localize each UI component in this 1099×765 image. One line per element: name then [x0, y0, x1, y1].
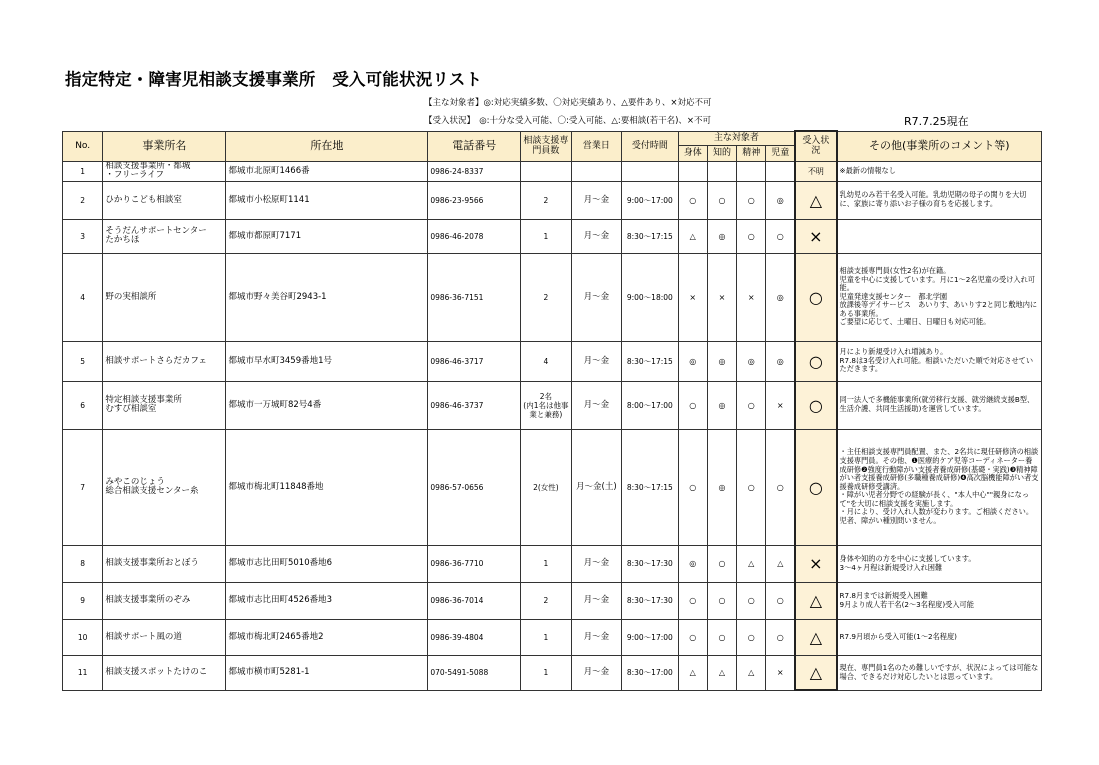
cell-name: ひかりこども相談室	[103, 181, 226, 219]
cell-status: △	[795, 582, 836, 619]
cell-staff: 2	[521, 181, 571, 219]
cell-days: 月～金	[571, 219, 621, 253]
cell-staff: 2名 (内1名は他事業と兼務)	[521, 381, 571, 429]
cell-target-child	[766, 161, 795, 181]
cell-phone: 0986-46-3717	[428, 341, 521, 381]
cell-hours: 9:00～17:00	[622, 181, 679, 219]
cell-target-mental: ○	[737, 429, 766, 545]
cell-name: 相談サポートさらだカフェ	[103, 341, 226, 381]
cell-target-intellectual: ○	[707, 181, 736, 219]
cell-no: 1	[63, 161, 103, 181]
cell-hours	[622, 161, 679, 181]
cell-phone: 0986-23-9566	[428, 181, 521, 219]
cell-address: 都城市梅北町2465番地2	[226, 619, 428, 655]
cell-staff: 2(女性)	[521, 429, 571, 545]
cell-comment: 乳幼児のみ若干名受入可能。乳幼児期の母子の関りを大切に、家族に寄り添いお子様の育ちを応援します。	[837, 181, 1042, 219]
cell-no: 11	[63, 655, 103, 690]
cell-staff: 4	[521, 341, 571, 381]
cell-target-mental: △	[737, 545, 766, 582]
cell-target-mental: ○	[737, 619, 766, 655]
cell-comment: 現在、専門員1名のため難しいですが、状況によっては可能な場合、できるだけ対応したいとは思っています。	[837, 655, 1042, 690]
cell-comment: R7.9月頃から受入可能(1～2名程度)	[837, 619, 1042, 655]
cell-target-intellectual: ○	[707, 582, 736, 619]
cell-phone: 0986-36-7710	[428, 545, 521, 582]
cell-status: 不明	[795, 161, 836, 181]
cell-phone: 0986-57-0656	[428, 429, 521, 545]
cell-target-body: ○	[678, 381, 707, 429]
cell-comment	[837, 219, 1042, 253]
cell-name: そうだんサポートセンター たかちほ	[103, 219, 226, 253]
cell-no: 6	[63, 381, 103, 429]
cell-no: 9	[63, 582, 103, 619]
cell-hours: 8:30～17:15	[622, 429, 679, 545]
cell-status: △	[795, 619, 836, 655]
cell-phone: 0986-46-3737	[428, 381, 521, 429]
cell-status: △	[795, 655, 836, 690]
header-staff: 相談支援専門員数	[521, 131, 571, 161]
cell-comment: R7.8月までは新規受入困難 9月より成人若干名(2～3名程度)受入可能	[837, 582, 1042, 619]
header-no: No.	[63, 131, 103, 161]
cell-target-intellectual	[707, 161, 736, 181]
cell-no: 2	[63, 181, 103, 219]
cell-status: △	[795, 181, 836, 219]
header-targets-group: 主な対象者	[678, 131, 795, 145]
header-hours: 受付時間	[622, 131, 679, 161]
cell-address: 都城市早水町3459番地1号	[226, 341, 428, 381]
table-row	[63, 381, 1042, 429]
cell-target-body: ◎	[678, 545, 707, 582]
cell-staff: 1	[521, 545, 571, 582]
cell-address: 都城市一万城町82号4番	[226, 381, 428, 429]
cell-days: 月～金	[571, 655, 621, 690]
cell-status: ○	[795, 429, 836, 545]
cell-days: 月～金	[571, 545, 621, 582]
cell-days: 月～金	[571, 341, 621, 381]
cell-days	[571, 161, 621, 181]
header-status: 受入状況	[795, 131, 836, 161]
legend-status: 【受入状況】 ◎:十分な受入可能、〇:受入可能、△:要相談(若干名)、×不可	[424, 116, 712, 126]
cell-target-body: ×	[678, 253, 707, 341]
table-row	[63, 341, 1042, 381]
cell-staff: 2	[521, 253, 571, 341]
cell-phone: 070-5491-5088	[428, 655, 521, 690]
cell-comment: ※最新の情報なし	[837, 161, 1042, 181]
cell-target-body: ○	[678, 181, 707, 219]
cell-target-intellectual: △	[707, 655, 736, 690]
cell-target-mental: ×	[737, 253, 766, 341]
header-target-child: 児童	[766, 145, 795, 161]
table-row	[63, 582, 1042, 619]
cell-hours: 8:30～17:30	[622, 582, 679, 619]
cell-phone: 0986-24-8337	[428, 161, 521, 181]
cell-staff: 1	[521, 655, 571, 690]
table-row	[63, 181, 1042, 219]
cell-phone: 0986-36-7014	[428, 582, 521, 619]
table-row	[63, 545, 1042, 582]
header-target-intellectual: 知的	[707, 145, 736, 161]
cell-status: ○	[795, 253, 836, 341]
table-row	[63, 253, 1042, 341]
cell-target-child: ◎	[766, 341, 795, 381]
cell-no: 5	[63, 341, 103, 381]
cell-days: 月～金(土)	[571, 429, 621, 545]
legend-target: 【主な対象者】◎:対応実績多数、〇対応実績あり、△要件あり、×対応不可	[424, 98, 712, 108]
cell-name: 相談支援スポットたけのこ	[103, 655, 226, 690]
cell-target-child: ○	[766, 582, 795, 619]
header-address: 所在地	[226, 131, 428, 161]
cell-phone: 0986-46-2078	[428, 219, 521, 253]
cell-target-child: ×	[766, 381, 795, 429]
cell-hours: 9:00～17:00	[622, 619, 679, 655]
cell-no: 7	[63, 429, 103, 545]
cell-target-child: ○	[766, 219, 795, 253]
table-row	[63, 429, 1042, 545]
cell-phone: 0986-36-7151	[428, 253, 521, 341]
cell-days: 月～金	[571, 181, 621, 219]
cell-target-child: ◎	[766, 181, 795, 219]
cell-target-child: ○	[766, 619, 795, 655]
cell-target-child: △	[766, 545, 795, 582]
cell-days: 月～金	[571, 253, 621, 341]
cell-status: ○	[795, 341, 836, 381]
cell-target-intellectual: ◎	[707, 341, 736, 381]
cell-staff	[521, 161, 571, 181]
cell-address: 都城市小松原町1141	[226, 181, 428, 219]
cell-comment: 同一法人で多機能事業所(就労移行支援、就労継続支援B型、生活介護、共同生活援助)を運営しています。	[837, 381, 1042, 429]
cell-target-mental: ○	[737, 381, 766, 429]
cell-hours: 8:30～17:00	[622, 655, 679, 690]
cell-staff: 2	[521, 582, 571, 619]
cell-target-intellectual: ◎	[707, 219, 736, 253]
cell-target-mental: ○	[737, 582, 766, 619]
cell-days: 月～金	[571, 582, 621, 619]
table-row	[63, 219, 1042, 253]
cell-target-intellectual: ◎	[707, 429, 736, 545]
cell-target-intellectual: ○	[707, 545, 736, 582]
cell-no: 4	[63, 253, 103, 341]
cell-name: 野の実相談所	[103, 253, 226, 341]
header-phone: 電話番号	[428, 131, 521, 161]
cell-target-child: ○	[766, 429, 795, 545]
cell-comment: ・主任相談支援専門員配置、また、2名共に現任研修済の相談支援専門員。その他、❶医療的ケア児等コーディネーター養成研修❷強度行動障がい支援者養成研修(基礎・実践)❸精神障がい者支援養成研修(多職種養成研修)❹高次脳機能障がい者支援養成研修受講済。 ・障がい児者分野での経験が長く、"本人中心""親身になって"を大切に相談支援を実施します。 ・月により、受け入れ人数が変わります。ご相談ください。児者、障がい種別問いません。	[837, 429, 1042, 545]
cell-comment: 身体や知的の方を中心に支援しています。 3～4ヶ月程は新規受け入れ困難	[837, 545, 1042, 582]
cell-phone: 0986-39-4804	[428, 619, 521, 655]
cell-name: 特定相談支援事業所 むすび相談室	[103, 381, 226, 429]
cell-target-body: △	[678, 655, 707, 690]
cell-status: ○	[795, 381, 836, 429]
cell-no: 8	[63, 545, 103, 582]
cell-address: 都城市横市町5281-1	[226, 655, 428, 690]
cell-name: 相談支援事業所・都城 ・フリーライフ	[103, 161, 226, 181]
cell-address: 都城市梅北町11848番地	[226, 429, 428, 545]
cell-hours: 8:30～17:30	[622, 545, 679, 582]
cell-comment: 月により新規受け入れ増減あり。 R7.8は3名受け入れ可能。相談いただいた順で対応させていただきます。	[837, 341, 1042, 381]
cell-target-intellectual: ◎	[707, 381, 736, 429]
cell-target-child: ◎	[766, 253, 795, 341]
cell-hours: 8:30～17:15	[622, 219, 679, 253]
cell-name: 相談サポート風の道	[103, 619, 226, 655]
cell-address: 都城市志比田町5010番地6	[226, 545, 428, 582]
cell-target-intellectual: ×	[707, 253, 736, 341]
cell-hours: 8:00～17:00	[622, 381, 679, 429]
as-of-date: R7.7.25現在	[904, 115, 969, 128]
cell-hours: 8:30～17:15	[622, 341, 679, 381]
cell-address: 都城市北原町1466番	[226, 161, 428, 181]
cell-target-body: ◎	[678, 341, 707, 381]
cell-target-body: ○	[678, 429, 707, 545]
cell-no: 3	[63, 219, 103, 253]
cell-target-body	[678, 161, 707, 181]
cell-comment: 相談支援専門員(女性2名)が在籍。 児童を中心に支援しています。月に1～2名児童の受け入れ可能。 児童発達支援センター 都北学園 放課後等デイサービス あいりす、あいりす2と同じ敷地内にある事業所。 ご要望に応じて、土曜日、日曜日も対応可能。	[837, 253, 1042, 341]
table-body	[63, 161, 1042, 690]
cell-days: 月～金	[571, 619, 621, 655]
cell-target-body: ○	[678, 582, 707, 619]
cell-staff: 1	[521, 219, 571, 253]
table-row	[63, 655, 1042, 690]
cell-address: 都城市志比田町4526番地3	[226, 582, 428, 619]
cell-target-mental: ◎	[737, 341, 766, 381]
cell-target-mental: ○	[737, 219, 766, 253]
header-target-body: 身体	[678, 145, 707, 161]
cell-name: みやこのじょう 総合相談支援センター糸	[103, 429, 226, 545]
cell-target-mental: △	[737, 655, 766, 690]
cell-target-body: △	[678, 219, 707, 253]
cell-status: ×	[795, 545, 836, 582]
page-title: 指定特定・障害児相談支援事業所 受入可能状況リスト	[65, 70, 483, 89]
cell-address: 都城市野々美谷町2943-1	[226, 253, 428, 341]
cell-no: 10	[63, 619, 103, 655]
cell-target-mental: ○	[737, 181, 766, 219]
header-days: 営業日	[571, 131, 621, 161]
cell-days: 月～金	[571, 381, 621, 429]
table-row	[63, 619, 1042, 655]
header-comment: その他(事業所のコメント等)	[837, 131, 1042, 161]
table-row	[63, 161, 1042, 181]
cell-target-mental	[737, 161, 766, 181]
cell-name: 相談支援事業所おとぼう	[103, 545, 226, 582]
cell-name: 相談支援事業所のぞみ	[103, 582, 226, 619]
cell-address: 都城市都原町7171	[226, 219, 428, 253]
cell-status: ×	[795, 219, 836, 253]
cell-staff: 1	[521, 619, 571, 655]
header-target-mental: 精神	[737, 145, 766, 161]
cell-target-child: ×	[766, 655, 795, 690]
cell-hours: 9:00～18:00	[622, 253, 679, 341]
facility-table	[62, 130, 1042, 691]
cell-target-intellectual: ○	[707, 619, 736, 655]
cell-target-body: ○	[678, 619, 707, 655]
header-name: 事業所名	[103, 131, 226, 161]
